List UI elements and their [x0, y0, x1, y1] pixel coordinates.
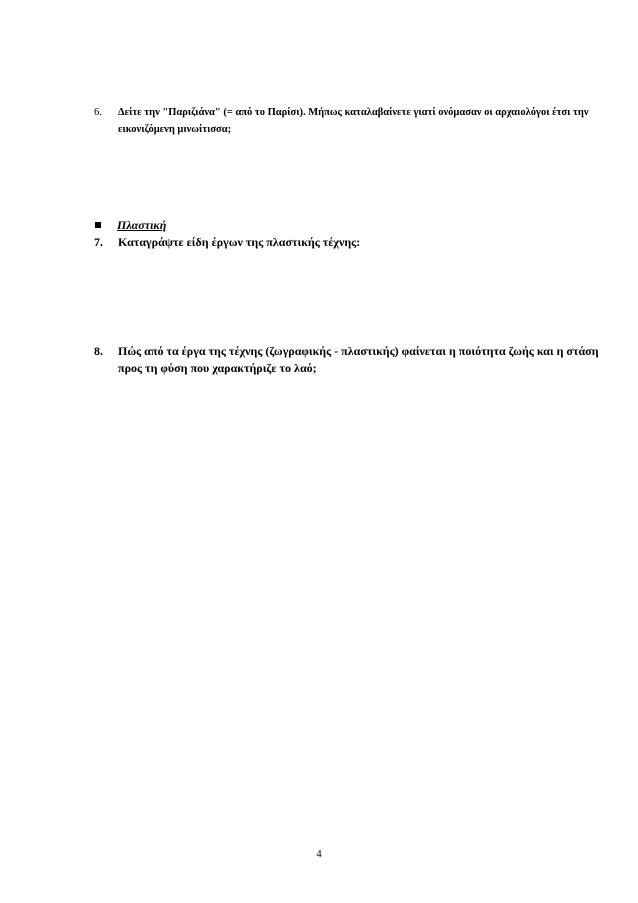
- section-title: Πλαστική: [117, 218, 167, 232]
- question-text: Καταγράψτε είδη έργων της πλαστικής τέχνης:: [118, 235, 361, 249]
- question-text: Δείτε την "Παριζιάνα" (= από το Παρίσι). Μήπως καταλαβαίνετε γιατί ονόμασαν οι αρχαιολόγοι έτσι την εικονιζόμενη μινωίτισσα;: [118, 107, 589, 135]
- square-bullet-icon: [95, 222, 101, 228]
- question-number: 8.: [94, 344, 103, 358]
- question-8: [94, 343, 614, 377]
- question-7: [94, 234, 614, 250]
- question-number: 7.: [94, 235, 103, 249]
- question-text: Πώς από τα έργα της τέχνης (ζωγραφικής - πλαστικής) φαίνεται η ποιότητα ζωής και η στάση προς τη φύση που χαρακτήριζε το λαό;: [118, 344, 599, 375]
- question-6: [94, 104, 614, 138]
- section-heading: [94, 217, 166, 233]
- page-number: 4: [316, 849, 322, 860]
- question-number: 6.: [94, 107, 102, 118]
